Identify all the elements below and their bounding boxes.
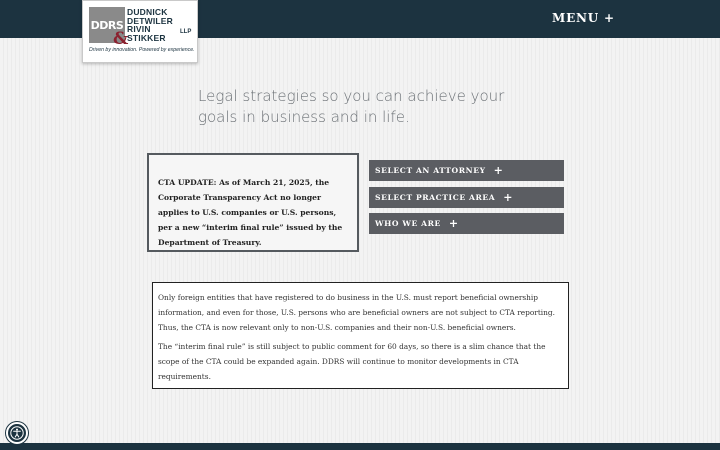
logo-tagline: Driven by innovation. Powered by experience. — [89, 47, 195, 53]
info-paragraph-2: The “interim final rule” is still subject to public comment for 60 days, so there is a slim chance that the scope of the CTA could be expanded again. DDRS will continue to monitor developments in CTA requirements. — [158, 342, 546, 381]
logo-ampersand: & — [113, 29, 129, 49]
select-attorney-label: SELECT AN ATTORNEY — [375, 166, 486, 175]
logo-name-2: DETWILER — [127, 15, 173, 26]
info-paragraph-1: Only foreign entities that have registered to do business in the U.S. must report beneficial ownership information, and even for those, U.S. persons who are beneficial owners are not subject to CTA reporting. Thus, the CTA is now relevant only to non-U.S. companies and their non-U.S. beneficial owners. — [158, 293, 556, 332]
cta-info-box — [152, 282, 569, 389]
menu-button[interactable]: MENU + — [552, 11, 615, 25]
select-practice-area-button[interactable] — [369, 187, 564, 208]
firm-logo[interactable] — [82, 0, 198, 63]
select-practice-area-label: SELECT PRACTICE AREA — [375, 193, 496, 202]
logo-mark: DDRS — [89, 7, 125, 43]
who-we-are-button[interactable] — [369, 213, 564, 234]
who-we-are-label: WHO WE ARE — [375, 219, 441, 228]
plus-icon: + — [493, 164, 504, 177]
logo-name-4: STIKKER — [127, 32, 166, 43]
accessibility-icon — [10, 426, 24, 440]
hero-headline: Legal strategies so you can achieve your goals in business and in life. — [198, 87, 505, 126]
accessibility-button[interactable] — [6, 422, 28, 444]
plus-icon: + — [448, 217, 459, 230]
logo-partner-names — [127, 8, 173, 42]
cta-update-text: CTA UPDATE: As of March 21, 2025, the Corporate Transparency Act no longer applies to U.S. companies or U.S. persons, per a new “interim final rule” issued by the Department of Treasury. — [158, 178, 343, 247]
footer-bar — [0, 443, 720, 450]
logo-name-3: RIVIN — [127, 24, 151, 34]
plus-icon: + — [503, 191, 514, 204]
logo-llp: LLP — [180, 29, 192, 35]
cta-update-notice — [147, 153, 359, 252]
logo-name-1: DUDNICK — [127, 7, 168, 17]
select-attorney-button[interactable] — [369, 160, 564, 181]
